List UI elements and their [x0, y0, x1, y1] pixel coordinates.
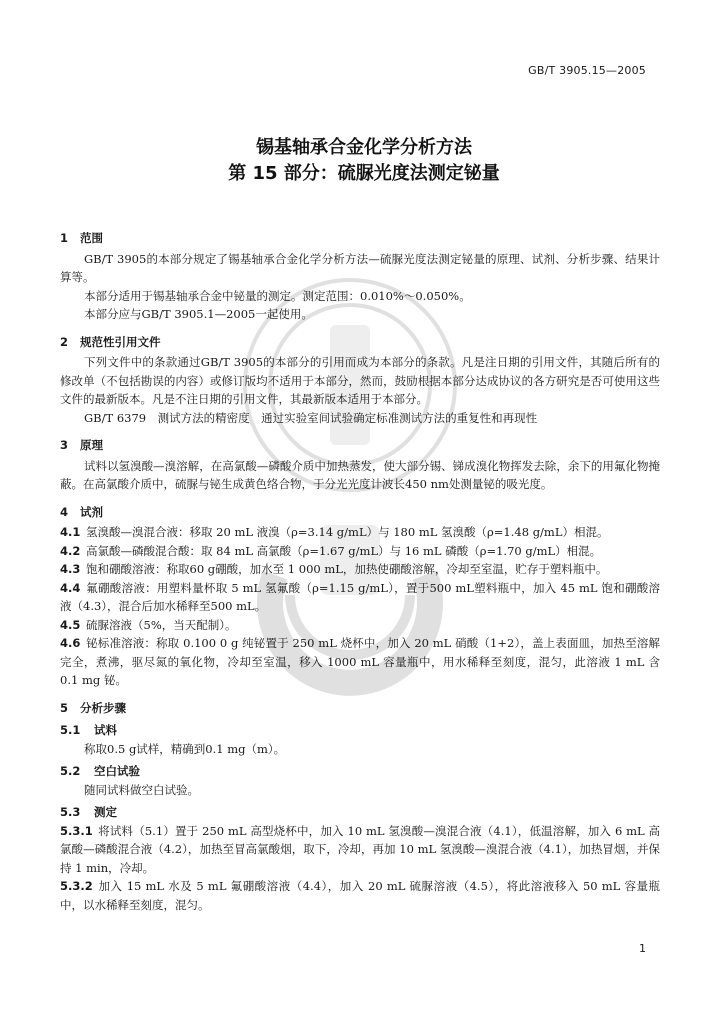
subsection-number: 5.2 [60, 764, 81, 778]
subsection-heading-blank-test [60, 762, 660, 781]
item-number: 4.4 [60, 580, 81, 595]
item-number: 4.3 [60, 562, 81, 576]
document-title-main: 锡基轴承合金化学分析方法 [256, 137, 472, 158]
paragraph: 称取0.5 g试样，精确到0.1 mg（m）。 [84, 741, 286, 756]
section-number: 2 [60, 334, 69, 349]
subsection-number: 5.3 [60, 805, 81, 819]
paragraph: 下列文件中的条款通过GB/T 3905的本部分的引用而成为本部分的条款。凡是注日期的引用文件，其随后所有的修改单（不包括勘误的内容）或修订版均不适用于本部分，然而，鼓励根据本部分达成协议的各方研究是否可使用这些文件的最新版本。凡是不注日期的引用文件，其最新版本适用于本部分。 [60, 355, 660, 406]
section-title: 分析步骤 [80, 700, 126, 715]
procedure-step [60, 822, 660, 878]
subsection-title: 测定 [94, 805, 117, 819]
item-text: 硫脲溶液（5%，当天配制）。 [86, 617, 237, 632]
paragraph: 本部分适用于锡基轴承合金中铋量的测定。测定范围：0.010%～0.050%。 [84, 288, 471, 303]
reagent-item [60, 616, 660, 635]
item-number: 4.5 [60, 617, 81, 632]
section-heading-principle [60, 436, 660, 455]
paragraph: GB/T 3905的本部分规定了锡基轴承合金化学分析方法—硫脲光度法测定铋量的原理、试剂、分析步骤、结果计算等。 [60, 251, 660, 284]
subsection-heading-test-portion [60, 721, 660, 740]
standard-number: GB/T 3905.15—2005 [528, 64, 646, 77]
paragraph: 试料以氢溴酸—溴溶解，在高氯酸—磷酸介质中加热蒸发，使大部分锡、锑成溴化物挥发去除，余下的用氟化物掩蔽。在高氯酸介质中，硫脲与铋生成黄色络合物，于分光光度计波长450 nm处测量铋的吸光度。 [60, 458, 660, 491]
item-number: 5.3.2 [60, 879, 93, 893]
item-text: 加入 15 mL 水及 5 mL 氟硼酸溶液（4.4），加入 20 mL 硫脲溶液（4.5），将此溶液移入 50 mL 容量瓶中，以水稀释至刻度，混匀。 [60, 879, 660, 912]
section-title: 原理 [80, 438, 103, 452]
item-number: 4.2 [60, 543, 81, 558]
section-title: 试剂 [80, 504, 103, 519]
reagent-item [60, 634, 660, 690]
section-heading-normative-references [60, 333, 660, 352]
item-text: 氢溴酸—溴混合液：移取 20 mL 液溴（ρ=3.14 g/mL）与 180 mL 氢溴酸（ρ=1.48 g/mL）相混。 [86, 525, 609, 539]
section-heading-scope [60, 229, 660, 248]
item-number: 5.3.1 [60, 823, 93, 838]
page-number: 1 [639, 942, 646, 955]
document-title-part: 第 15 部分：硫脲光度法测定铋量 [228, 163, 500, 184]
paragraph: GB/T 6379 测试方法的精密度 通过实验室间试验确定标准测试方法的重复性和再现性 [84, 410, 538, 425]
section-number: 4 [60, 504, 69, 519]
reagent-item [60, 523, 660, 542]
subsection-heading-determination [60, 803, 660, 822]
document-body [60, 220, 660, 914]
section-title: 规范性引用文件 [80, 334, 161, 349]
reagent-item [60, 542, 660, 561]
item-text: 高氯酸—磷酸混合酸：取 84 mL 高氯酸（ρ=1.67 g/mL）与 16 mL 磷酸（ρ=1.70 g/mL）相混。 [86, 543, 602, 558]
paragraph: 随同试料做空白试验。 [84, 782, 199, 797]
section-number: 3 [60, 438, 69, 452]
reagent-item [60, 560, 660, 579]
subsection-number: 5.1 [60, 723, 81, 737]
section-title: 范围 [80, 231, 103, 245]
item-number: 4.1 [60, 525, 81, 539]
section-number: 5 [60, 700, 69, 715]
item-number: 4.6 [60, 636, 81, 650]
procedure-step [60, 877, 660, 914]
item-text: 铋标准溶液：称取 0.100 0 g 纯铋置于 250 mL 烧杯中，加入 20 mL 硝酸（1+2），盖上表面皿，加热至溶解完全，煮沸，驱尽氮的氧化物，冷却至室温，移入 1000 mL 容量瓶中，用水稀释至刻度，混匀，此溶液 1 mL 含 0.1 mg 铋。 [60, 636, 660, 687]
item-text: 饱和硼酸溶液：称取60 g硼酸，加水至 1 000 mL，加热使硼酸溶解，冷却至室温，贮存于塑料瓶中。 [86, 562, 608, 576]
subsection-title: 空白试验 [94, 764, 140, 778]
section-number: 1 [60, 231, 69, 245]
section-heading-analysis-steps [60, 699, 660, 718]
reagent-item [60, 579, 660, 616]
item-text: 将试料（5.1）置于 250 mL 高型烧杯中，加入 10 mL 氢溴酸—溴混合液（4.1），低温溶解，加入 6 mL 高氯酸—磷酸混合液（4.2），加热至冒高氯酸烟，取下，冷却，再加 10 mL 氢溴酸—溴混合液（4.1），加热冒烟，并保持 1 min，冷却。 [60, 823, 660, 875]
subsection-title: 试料 [94, 723, 117, 737]
paragraph: 本部分应与GB/T 3905.1—2005一起使用。 [84, 307, 313, 321]
section-heading-reagents [60, 503, 660, 522]
item-text: 氟硼酸溶液：用塑料量杯取 5 mL 氢氟酸（ρ=1.15 g/mL），置于500 mL塑料瓶中，加入 45 mL 饱和硼酸溶液（4.3），混合后加水稀释至500 mL。 [60, 580, 660, 613]
